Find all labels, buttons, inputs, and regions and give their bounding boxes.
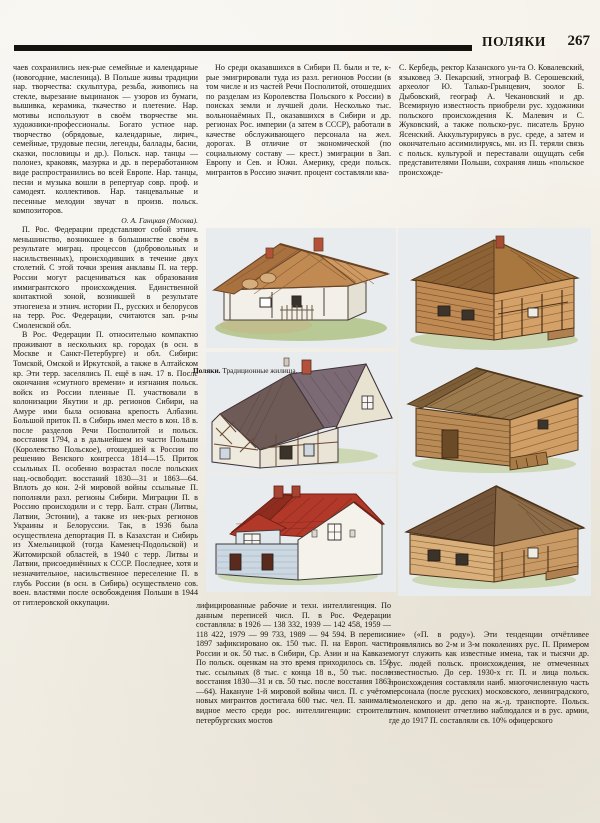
paragraph: В Рос. Федерации П. относительно компактно проживают в нескольких кр. городах (в осн. в Москве и Санкт-Петербурге) и обл. Сибири: Томской, Омской и Иркутской, а также в Алтайском кр. Эти терр. заселялись П. ещё в нач. 17 в. После окончания «смутного времени» и изгнания польск. войск из России пленные П. участвовали в колонизации Якутии и др. регионов Сибири, на Амуре ими была основана крепость Албазин. Большой приток П. в Сибирь имел место в кон. 18 в. после разделов Речи Посполитой и польск. восстания 1794, а в дальнейшем из части Польши (Королевство Польское), отошедшей к России по решению Венского конгресса 1814—15. Приток ссыльных П. особенно возрастал после польских нац.-освободит. восстаний 1830—31 и 1863—64. Вплоть до кон. 2-й мировой войны ссыльные П. пополняли разл. регионы Сибири. Миграции П. в Россию происходили и с терр. Балт. стран (Литвы, Латвии, Эстонии), а также из нек-рых регионов Украины и Белоруссии. Так, в 1936 была осуществлена депортация П. в Казахстан и Сибирь из Хмельницкой (тогда Каменец-Подольской) и Житомирской областей, в 1940 с терр. Литвы и Латвии, присоединённых к СССР. Последнее, хотя и незначительное, насильственное переселение П. в глубь России (в осн. в Сибирь) осуществлено сов. воен. властями после освобождения Польши в 1944 от гитлеровской оккупации. — [13, 330, 198, 607]
figure-traditional-dwellings — [206, 228, 591, 620]
column-middle-lower — [196, 601, 391, 725]
paragraph: лифицированные рабочие и техн. интеллигенция. По данным переписей числ. П. в Рос. Федерации составляла: в 1926 — 138 332, 1939 — 142 458, 1959 — 118 422, 1979 — 99 733, 1989 — 94 594. В переписи 1897 зафиксировано ок. 150 тыс. П. на Европ. части России и ок. 50 тыс. в Сибири, Ср. Азии и на Кавказе. По польск. оценкам на это время приходилось св. 150 тыс. ссыльных (8 тыс. с конца 18 в., 50 тыс. после восстания 1830—31 и св. 50 тыс. после восстания 1863—64). Накануне 1-й мировой войны числ. П. с учётом новых мигрантов достигала 600 тыс. чел. П. занимали видное место среди рос. интеллигенции: строитель петербургских мостов — [196, 601, 391, 725]
paragraph: С. Кербедь, ректор Казанского ун-та О. Ковалевский, языковед Э. Пекарский, этнограф В. Серошевский, археолог Ю. Талько-Грынцевич, зоолог Б. Дыбовский, географ А. Чекановский и др. Всемирную известность приобрели рус. художники польского происхождения К. Малевич и С. Жуковский, а также польско-рус. писатель Бруно Ясенский. Аккультурируясь в рус. среде, а затем и окончательно ассимилируясь, мн. из П. теряли связь с польск. культурой и переставали ощущать себя представителями Польши, сохраняя лишь «польское происхожде- — [399, 63, 584, 178]
paragraph: Но среди оказавшихся в Сибири П. были и те, к-рые эмигрировали туда из разл. регионов России (в том числе и из частей Речи Посполитой, отошедших по разделам из Королевства Польского к России) в поисках земли и лучшей доли. Несколько тыс. вольнонаёмных П., оказавшихся в Сибири и др. регионах Рос. империи (а затем в СССР), работали в качестве обслуживающего персонала на жел. дорогах. В отличие от экономической (по социальному составу — крест.) эмиграции в Зап. Европу и Сев. и Южн. Америку, среди польск. мигрантов в Россию значит. процент составляли ква- — [206, 63, 391, 178]
figure-caption-text: Традиционные жилища. — [220, 366, 298, 375]
running-head — [14, 34, 590, 60]
column-left — [13, 63, 198, 607]
paragraph: ние» («П. в роду»). Эти тенденции отчётливее проявлялись во 2-м и 3-м поколениях рус. П. Примером могут служить как известные имена, так и тысячи др. рус. людей польск. происхождения, не отмеченных известностью. До сер. 1930-х гг. П. и лица польск. происхождения составляли наиб. многочисленную часть персонала (после русских) московского, ленинградского, смоленского и др. депо на ж.-д. транспорте. Польск. этнич. компонент отчетливо наблюдался и в рус. армии, где до 1917 П. составляли св. 10% офицерского — [389, 630, 589, 725]
column-right-lower — [389, 630, 589, 725]
paragraph: чаев сохранились нек-рые семейные и календарные (новогодние, масленица). В Польше живы традиции нар. творчества: скульптура, резьба, живопись на стекле, вырезание выцинанок — узоров из бумаги, вышивка, керамика, ткачество и плетение. Нар. мотивы используют в своём творчестве мн. художники-профессионалы. Богато устное нар. творчество (обрядовые, календарные, лирич., семейные, трудовые песни, легенды, баллады, басни, сказки, пословицы и др.). Польск. нар. танцы — полонез, краковяк, мазурка и др. в переработанном виде распространились во всей Европе. Нар. танцы, песни и музыка вошли в репертуар совр. проф. и самодеят. коллективов. Нар. танцевальные и песенные мелодии звучат в произв. польск. композиторов. — [13, 63, 198, 216]
column-middle — [206, 63, 391, 178]
illustration-log-barn — [398, 354, 591, 480]
column-right — [399, 63, 584, 178]
illustration-tall-gable-house — [398, 476, 591, 596]
figure-caption — [193, 366, 385, 375]
running-head-title: ПОЛЯКИ — [481, 34, 546, 49]
illustration-brick-house-red-roof — [206, 474, 396, 592]
illustration-log-house-gallery — [398, 228, 591, 356]
figure-caption-label: Поляки. — [193, 366, 221, 375]
author-byline: О. А. Ганцкая (Москва). — [121, 215, 198, 225]
illustration-thatched-cottage — [206, 228, 396, 348]
page-number: 267 — [567, 33, 590, 49]
header-rule — [14, 45, 472, 49]
paragraph: П. Рос. Федерации представляют собой этнич. меньшинство, возникшее в большинстве своём в результате миграц. процессов (добровольных и насильственных), происходивших в течение двух столетий. С этой точки зрения анклавы П. на терр. России могут расцениваться как образования иммигрантского происхождения. Единственной контактной зоной, возникшей в результате этногенеза и этнич. истории П., русских и белорусов на терр. Рос. Федерации, считаются зап. р-ны Смоленской обл. — [13, 225, 198, 330]
